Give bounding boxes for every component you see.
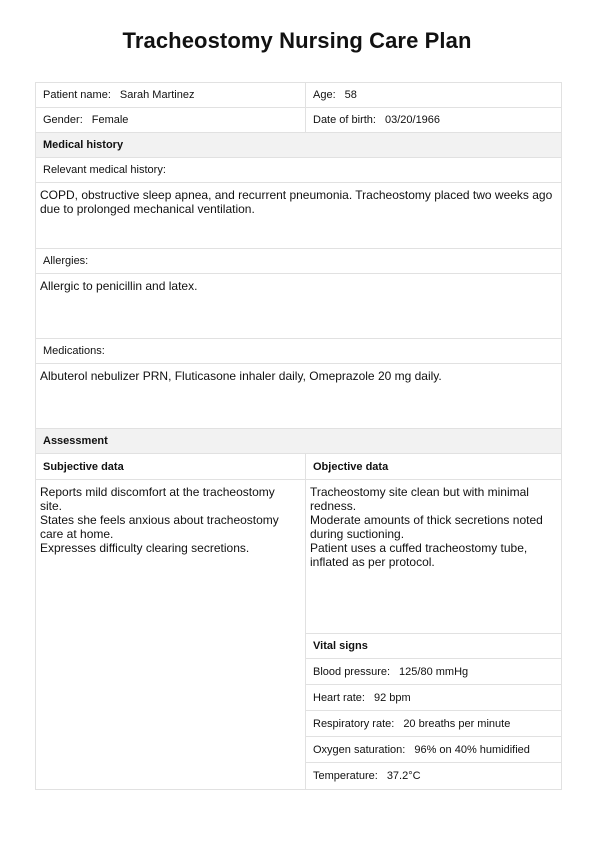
vital-signs-heading: Vital signs	[306, 634, 561, 660]
medications-row	[36, 364, 561, 429]
assessment-body	[36, 480, 561, 789]
age-value: 58	[344, 89, 357, 101]
relevant-history-label: Relevant medical history:	[43, 164, 166, 176]
blood-pressure-field[interactable]	[306, 659, 561, 685]
objective-line: redness.	[310, 499, 357, 513]
relevant-history-text[interactable]: COPD, obstructive sleep apnea, and recurrent pneumonia. Tracheostomy placed two weeks ago due to prolonged mechanical ventilation.	[40, 188, 553, 216]
subjective-data-text[interactable]	[36, 480, 306, 789]
subjective-line: care at home.	[40, 527, 114, 541]
objective-line: Moderate amounts of thick secretions noted	[310, 513, 543, 527]
dob-field[interactable]	[306, 108, 561, 132]
patient-row-2	[36, 108, 561, 133]
care-plan-form	[35, 82, 562, 790]
oxygen-saturation-label: Oxygen saturation:	[313, 743, 406, 756]
objective-data-text[interactable]	[306, 480, 561, 634]
temperature-value: 37.2°C	[386, 770, 421, 783]
page-title: Tracheostomy Nursing Care Plan	[122, 28, 472, 53]
respiratory-rate-label: Respiratory rate:	[313, 717, 395, 730]
allergies-text[interactable]: Allergic to penicillin and latex.	[40, 279, 198, 293]
allergies-label-row	[36, 249, 561, 274]
objective-line: inflated as per protocol.	[310, 555, 435, 569]
dob-label: Date of birth:	[313, 114, 376, 126]
age-field[interactable]	[306, 83, 561, 107]
subjective-heading: Subjective data	[36, 454, 306, 479]
oxygen-saturation-field[interactable]	[306, 737, 561, 763]
objective-line: Patient uses a cuffed tracheostomy tube,	[310, 541, 528, 555]
subjective-line: States she feels anxious about tracheostomy	[40, 513, 279, 527]
medications-label-row	[36, 339, 561, 364]
temperature-field[interactable]	[306, 763, 561, 789]
heart-rate-label: Heart rate:	[313, 691, 365, 704]
subjective-line: Reports mild discomfort at the tracheostomy site.	[40, 485, 275, 513]
medications-label: Medications:	[43, 345, 105, 357]
patient-name-label: Patient name:	[43, 89, 111, 101]
objective-column	[306, 480, 561, 789]
objective-heading: Objective data	[313, 460, 389, 473]
assessment-header	[36, 429, 561, 454]
patient-name-field[interactable]	[36, 83, 306, 107]
heart-rate-field[interactable]	[306, 685, 561, 711]
medications-text[interactable]: Albuterol nebulizer PRN, Fluticasone inhaler daily, Omeprazole 20 mg daily.	[40, 369, 442, 383]
relevant-history-label-row	[36, 158, 561, 183]
allergies-row	[36, 274, 561, 339]
blood-pressure-label: Blood pressure:	[313, 665, 391, 678]
temperature-label: Temperature:	[313, 770, 378, 783]
objective-line: Tracheostomy site clean but with minimal	[310, 485, 529, 499]
dob-value: 03/20/1966	[384, 114, 441, 126]
assessment-subheaders	[36, 454, 561, 480]
medical-history-heading: Medical history	[36, 133, 561, 157]
subjective-line: Expresses difficulty clearing secretions.	[40, 541, 250, 555]
patient-row-1	[36, 83, 561, 108]
gender-label: Gender:	[43, 114, 83, 126]
oxygen-saturation-value: 96% on 40% humidified	[414, 743, 530, 756]
assessment-heading: Assessment	[36, 429, 561, 453]
medical-history-header	[36, 133, 561, 158]
allergies-label: Allergies:	[43, 255, 89, 267]
respiratory-rate-field[interactable]	[306, 711, 561, 737]
respiratory-rate-value: 20 breaths per minute	[403, 717, 511, 730]
blood-pressure-value: 125/80 mmHg	[399, 665, 469, 678]
relevant-history-row	[36, 183, 561, 249]
gender-value: Female	[91, 114, 129, 126]
age-label: Age:	[313, 89, 336, 101]
heart-rate-value: 92 bpm	[373, 691, 411, 704]
patient-name-value: Sarah Martinez	[119, 89, 195, 101]
objective-line: during suctioning.	[310, 527, 405, 541]
gender-field[interactable]	[36, 108, 306, 132]
